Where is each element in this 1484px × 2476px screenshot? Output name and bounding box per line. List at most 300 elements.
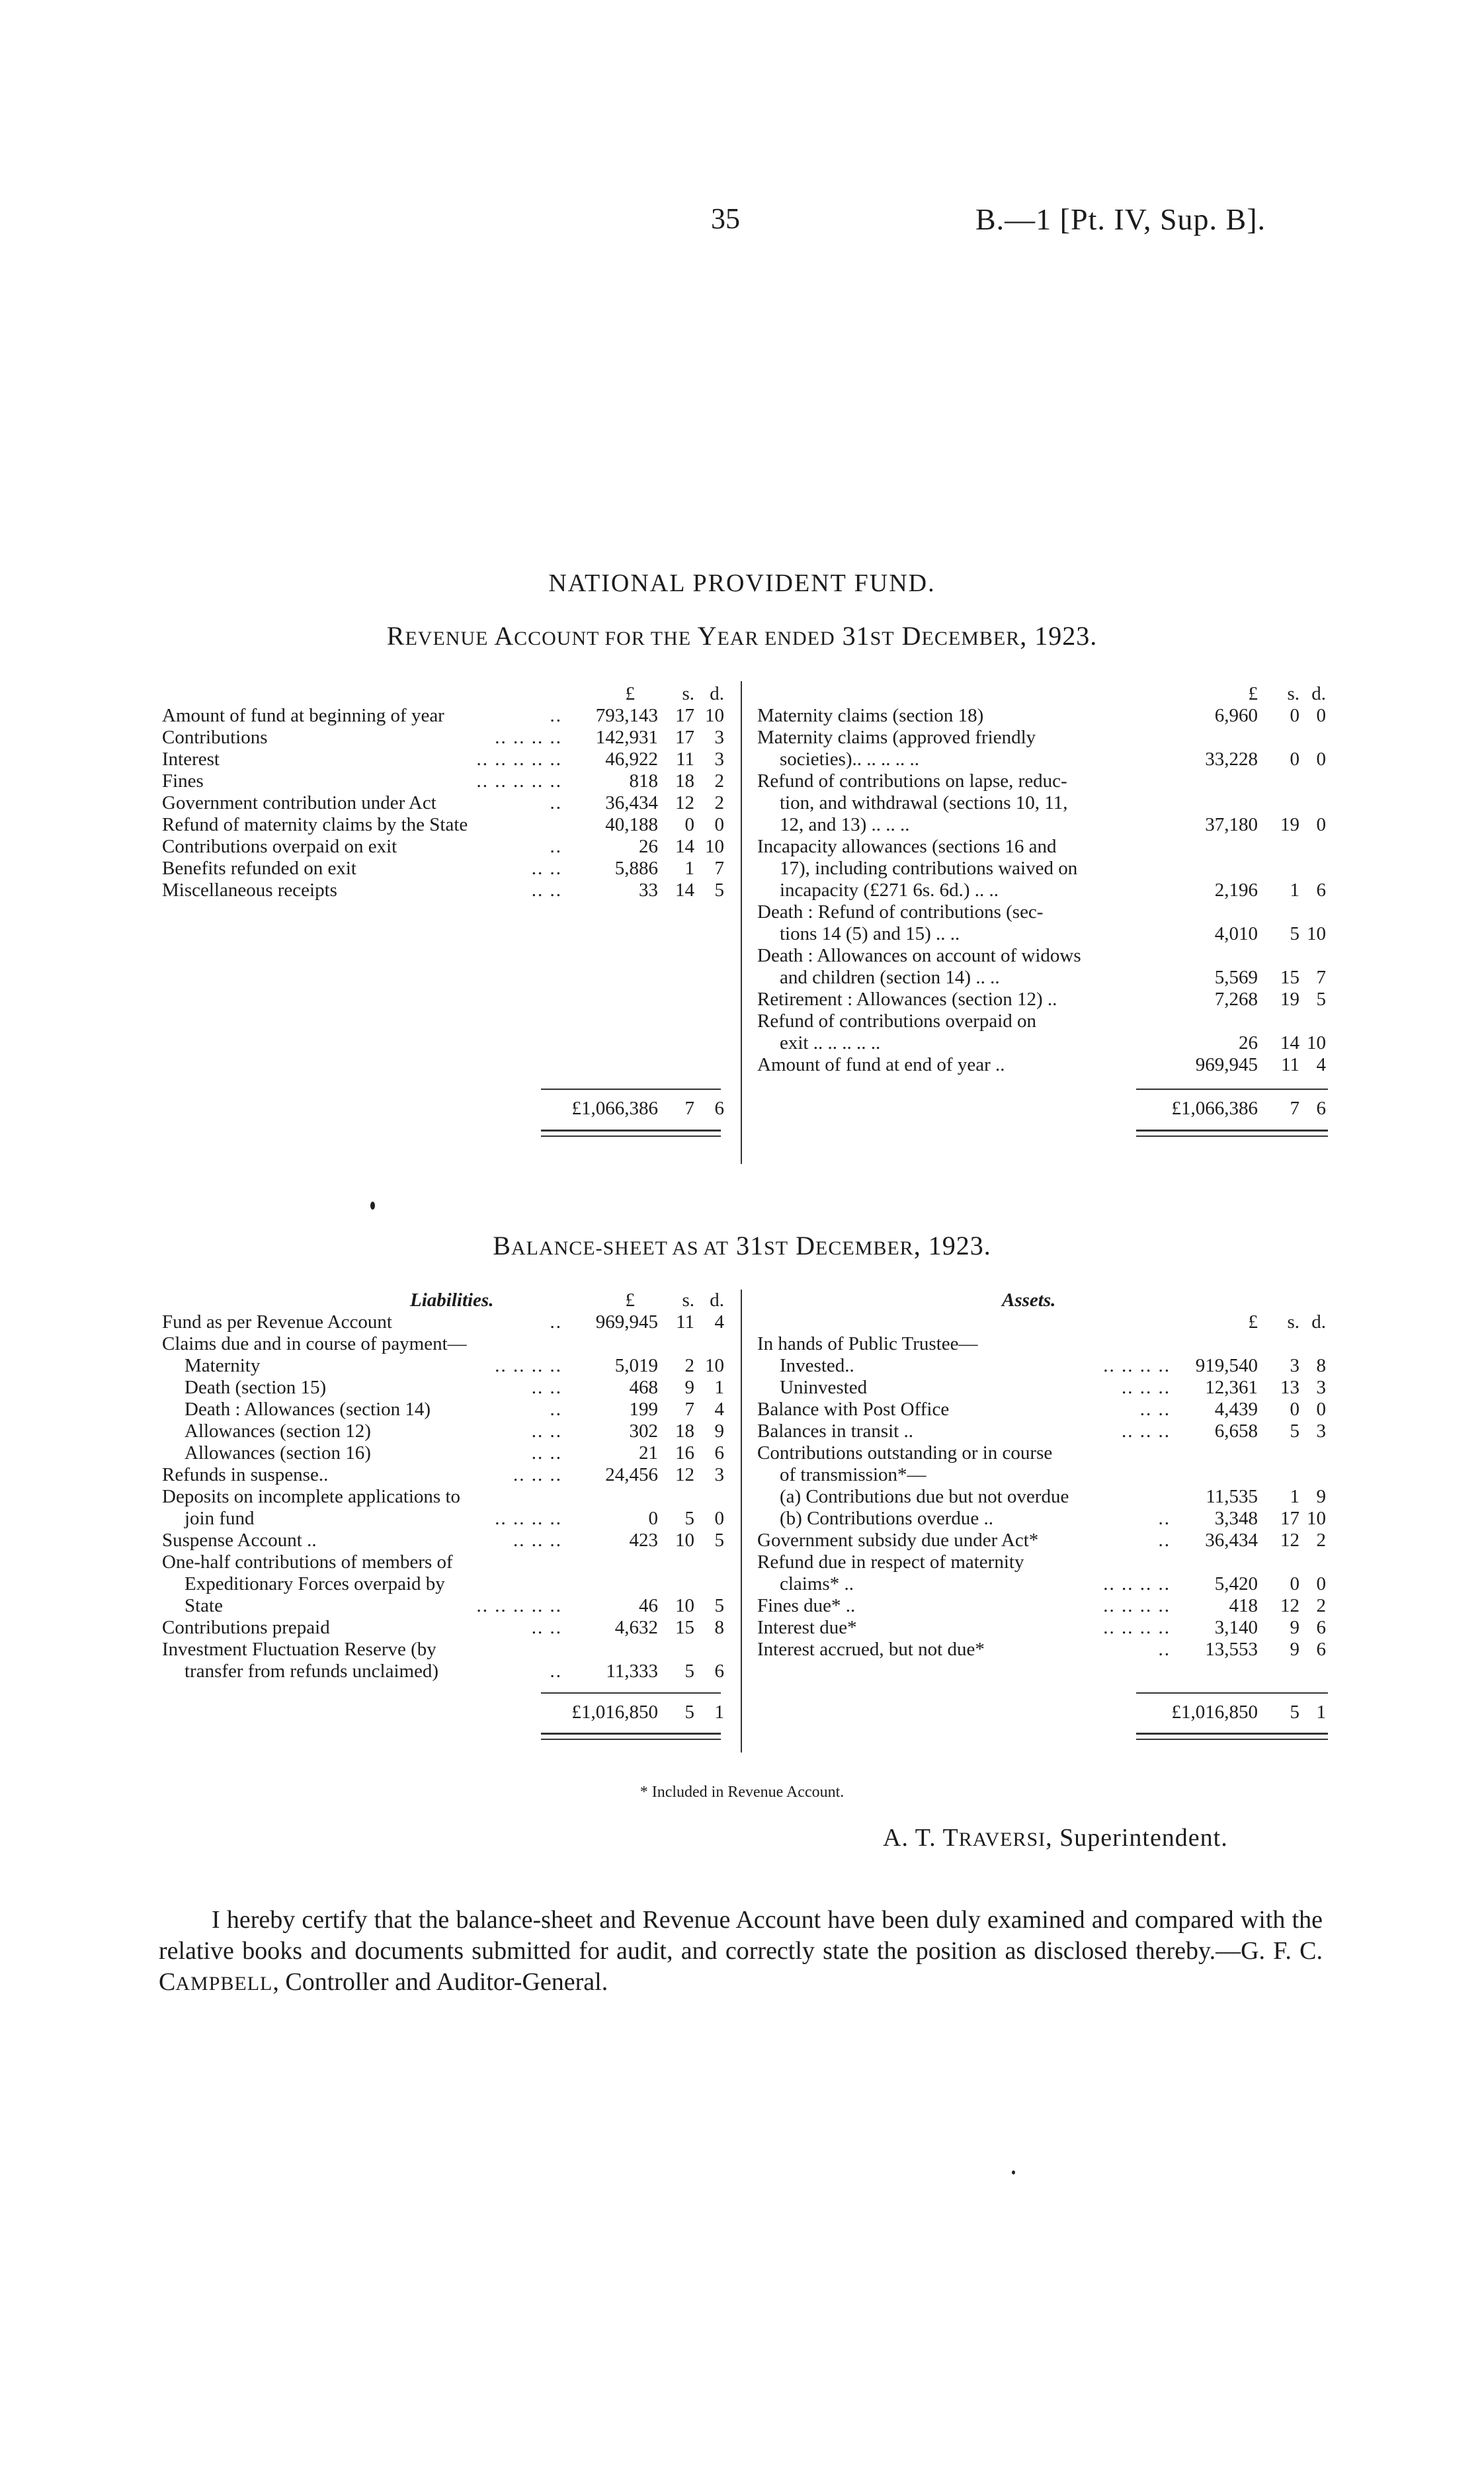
shillings-value: 17 xyxy=(1280,1508,1299,1529)
revenue-right-total xyxy=(1128,1098,1326,1120)
pence-value: 6 xyxy=(714,1442,724,1464)
pence-header: d. xyxy=(710,683,724,704)
revenue-payment-row xyxy=(757,1054,1326,1076)
shillings-header: s. xyxy=(682,1290,694,1311)
liabilities-heading: Liabilities. xyxy=(410,1290,494,1311)
footnote: * Included in Revenue Account. xyxy=(639,1784,845,1801)
print-speck xyxy=(1012,2170,1015,2174)
leader-dots: .. xyxy=(1158,1508,1171,1529)
pounds-value: 793,143 xyxy=(595,705,658,726)
pounds-value: 36,434 xyxy=(1205,1530,1258,1551)
pounds-value: 969,945 xyxy=(1195,1054,1258,1075)
liability-row xyxy=(162,1442,731,1464)
total-pence: 6 xyxy=(1316,1098,1326,1119)
asset-row xyxy=(757,1530,1326,1551)
pounds-value: 302 xyxy=(629,1421,658,1442)
row-label: Contributions outstanding or in course xyxy=(757,1442,1053,1464)
revenue-payment-row xyxy=(757,967,1326,989)
pounds-header: £ xyxy=(1248,1311,1258,1333)
pounds-value: 5,019 xyxy=(614,1355,658,1376)
row-label: Expeditionary Forces overpaid by xyxy=(185,1573,445,1594)
liability-row xyxy=(162,1399,731,1421)
row-label: tion, and withdrawal (sections 10, 11, xyxy=(780,792,1068,813)
row-label: Death : Allowances (section 14) xyxy=(185,1399,431,1420)
revenue-left-header xyxy=(162,683,731,705)
asset-row xyxy=(757,1377,1326,1399)
pence-value: 6 xyxy=(1316,1617,1326,1638)
revenue-payment-row xyxy=(757,858,1326,880)
revenue-left-total-rule xyxy=(541,1089,721,1090)
row-label: (b) Contributions overdue .. xyxy=(780,1508,993,1529)
total-pounds: £1,016,850 xyxy=(1171,1702,1258,1723)
row-label: Allowances (section 12) xyxy=(185,1421,371,1442)
revenue-receipt-row xyxy=(162,727,731,749)
row-label: Refund due in respect of maternity xyxy=(757,1551,1024,1573)
row-label: exit .. .. .. .. .. xyxy=(780,1032,881,1053)
revenue-receipt-row xyxy=(162,705,731,727)
shillings-value: 0 xyxy=(1290,749,1299,770)
liabilities-double-rule xyxy=(541,1733,721,1740)
row-label: State xyxy=(185,1595,223,1616)
pence-value: 9 xyxy=(1316,1486,1326,1507)
leader-dots: .. .. .. .. xyxy=(1103,1617,1171,1638)
pounds-value: 7,268 xyxy=(1214,989,1258,1010)
revenue-payment-row xyxy=(757,749,1326,770)
revenue-left-double-rule xyxy=(541,1130,721,1137)
leader-dots: .. .. .. .. .. xyxy=(476,770,562,792)
liability-row xyxy=(162,1377,731,1399)
shillings-value: 12 xyxy=(1280,1530,1299,1551)
pounds-value: 4,439 xyxy=(1214,1399,1258,1420)
pence-value: 9 xyxy=(714,1421,724,1442)
row-label: Miscellaneous receipts xyxy=(162,880,337,901)
leader-dots: .. .. xyxy=(1139,1399,1171,1420)
pounds-value: 37,180 xyxy=(1205,814,1258,835)
shillings-value: 10 xyxy=(675,1595,694,1616)
pounds-value: 4,010 xyxy=(1214,923,1258,944)
pounds-value: 12,361 xyxy=(1205,1377,1258,1398)
leader-dots: .. .. .. xyxy=(513,1464,562,1485)
pence-value: 3 xyxy=(714,749,724,770)
revenue-receipts-column xyxy=(162,683,731,901)
liabilities-header xyxy=(162,1290,731,1311)
row-label: join fund xyxy=(185,1508,255,1529)
pence-value: 10 xyxy=(705,836,724,857)
row-label: Maternity claims (section 18) xyxy=(757,705,984,726)
shillings-value: 11 xyxy=(676,1311,694,1333)
row-label: Death : Allowances on account of widows xyxy=(757,945,1081,966)
revenue-payment-row xyxy=(757,989,1326,1011)
revenue-payment-row xyxy=(757,880,1326,901)
total-shillings: 5 xyxy=(684,1702,694,1723)
liabilities-column xyxy=(162,1290,731,1682)
revenue-receipt-row xyxy=(162,792,731,814)
document-reference: B.—1 [Pt. IV, Sup. B]. xyxy=(975,202,1266,236)
row-label: Contributions xyxy=(162,727,268,748)
pounds-value: 11,333 xyxy=(606,1661,658,1682)
assets-total-rule xyxy=(1136,1692,1328,1694)
pounds-value: 13,553 xyxy=(1205,1639,1258,1660)
row-label: Balances in transit .. xyxy=(757,1421,913,1442)
leader-dots: .. xyxy=(550,705,562,726)
pounds-value: 468 xyxy=(629,1377,658,1398)
row-label: Refund of contributions overpaid on xyxy=(757,1011,1037,1032)
shillings-value: 9 xyxy=(1290,1639,1299,1660)
shillings-value: 5 xyxy=(684,1661,694,1682)
liability-row xyxy=(162,1573,731,1595)
revenue-payment-row xyxy=(757,1032,1326,1054)
row-label: Government subsidy due under Act* xyxy=(757,1530,1039,1551)
pence-value: 10 xyxy=(705,1355,724,1376)
row-label: 17), including contributions waived on xyxy=(780,858,1078,879)
pounds-value: 5,420 xyxy=(1214,1573,1258,1594)
pence-value: 10 xyxy=(705,705,724,726)
shillings-value: 12 xyxy=(675,1464,694,1485)
total-shillings: 7 xyxy=(1290,1098,1299,1119)
pence-value: 4 xyxy=(714,1311,724,1333)
shillings-value: 17 xyxy=(675,705,694,726)
row-label: Refund of maternity claims by the State xyxy=(162,814,468,835)
total-shillings: 7 xyxy=(684,1098,694,1119)
shillings-value: 9 xyxy=(684,1377,694,1398)
row-label: societies).. .. .. .. .. xyxy=(780,749,920,770)
shillings-value: 15 xyxy=(1280,967,1299,988)
row-label: 12, and 13) .. .. .. xyxy=(780,814,910,835)
shillings-value: 0 xyxy=(1290,705,1299,726)
row-label: Death (section 15) xyxy=(185,1377,327,1398)
leader-dots: .. .. xyxy=(531,1617,562,1638)
pence-value: 7 xyxy=(714,858,724,879)
row-label: Interest accrued, but not due* xyxy=(757,1639,985,1660)
balance-sheet-title: BALANCE-SHEET AS AT 31ST DECEMBER, 1923. xyxy=(493,1231,991,1260)
pounds-header: £ xyxy=(1248,683,1258,704)
row-label: Amount of fund at beginning of year xyxy=(162,705,444,726)
page-title: NATIONAL PROVIDENT FUND. xyxy=(548,569,936,597)
pounds-value: 24,456 xyxy=(605,1464,658,1485)
revenue-receipt-row xyxy=(162,858,731,880)
pounds-value: 33 xyxy=(639,880,658,901)
pence-value: 4 xyxy=(1316,1054,1326,1075)
shillings-value: 5 xyxy=(684,1508,694,1529)
row-label: Maternity claims (approved friendly xyxy=(757,727,1036,748)
total-shillings: 5 xyxy=(1290,1702,1299,1723)
liability-row xyxy=(162,1551,731,1573)
leader-dots: .. xyxy=(550,1661,562,1682)
pounds-value: 21 xyxy=(639,1442,658,1464)
assets-total xyxy=(1128,1702,1326,1723)
pounds-value: 5,569 xyxy=(1214,967,1258,988)
pence-value: 3 xyxy=(1316,1377,1326,1398)
row-label: Amount of fund at end of year .. xyxy=(757,1054,1005,1075)
liabilities-total xyxy=(532,1702,731,1723)
shillings-value: 14 xyxy=(675,836,694,857)
assets-heading-row xyxy=(757,1290,1326,1311)
pounds-value: 46,922 xyxy=(605,749,658,770)
leader-dots: .. .. .. xyxy=(513,1530,562,1551)
revenue-payment-row xyxy=(757,814,1326,836)
asset-row xyxy=(757,1617,1326,1639)
asset-row xyxy=(757,1464,1326,1486)
assets-header xyxy=(757,1311,1326,1333)
asset-row xyxy=(757,1551,1326,1573)
row-label: Refunds in suspense.. xyxy=(162,1464,329,1485)
liability-row xyxy=(162,1486,731,1508)
revenue-receipt-row xyxy=(162,836,731,858)
total-pence: 1 xyxy=(1316,1702,1326,1723)
row-label: Fines xyxy=(162,770,204,792)
assets-heading: Assets. xyxy=(1002,1290,1056,1311)
asset-row xyxy=(757,1639,1326,1661)
revenue-payment-row xyxy=(757,945,1326,967)
pence-header: d. xyxy=(710,1290,724,1311)
row-label: Interest xyxy=(162,749,220,770)
pence-value: 10 xyxy=(1307,1032,1326,1053)
shillings-header: s. xyxy=(682,683,694,704)
leader-dots: .. .. .. .. xyxy=(495,727,562,748)
revenue-payments-column xyxy=(757,683,1326,1076)
signature: A. T. TRAVERSI, Superintendent. xyxy=(883,1824,1228,1852)
pence-value: 1 xyxy=(714,1377,724,1398)
row-label: Investment Fluctuation Reserve (by xyxy=(162,1639,436,1660)
audit-certificate: I hereby certify that the balance-sheet and Revenue Account have been duly examined and compared with the relative books and documents submitted for audit, and correctly state the position as disclosed thereby.—G. F. C. CAMPBELL, Controller and Auditor-General. xyxy=(159,1906,1323,1996)
revenue-payment-row xyxy=(757,901,1326,923)
shillings-value: 19 xyxy=(1280,989,1299,1010)
shillings-value: 3 xyxy=(1290,1355,1299,1376)
pence-value: 3 xyxy=(714,727,724,748)
leader-dots: .. .. .. .. xyxy=(1103,1595,1171,1616)
row-label: transfer from refunds unclaimed) xyxy=(185,1661,439,1682)
row-label: Deposits on incomplete applications to xyxy=(162,1486,461,1507)
shillings-value: 14 xyxy=(675,880,694,901)
shillings-value: 12 xyxy=(1280,1595,1299,1616)
pounds-value: 919,540 xyxy=(1195,1355,1258,1376)
shillings-header: s. xyxy=(1287,683,1299,704)
liability-row xyxy=(162,1508,731,1530)
asset-row xyxy=(757,1399,1326,1421)
shillings-value: 1 xyxy=(684,858,694,879)
leader-dots: .. .. .. xyxy=(1122,1421,1171,1442)
pence-value: 0 xyxy=(1316,1573,1326,1594)
asset-row xyxy=(757,1486,1326,1508)
pence-value: 2 xyxy=(1316,1530,1326,1551)
pounds-value: 3,140 xyxy=(1214,1617,1258,1638)
pounds-value: 4,632 xyxy=(614,1617,658,1638)
pence-value: 5 xyxy=(714,1530,724,1551)
pence-value: 2 xyxy=(714,792,724,813)
revenue-receipt-row xyxy=(162,880,731,901)
assets-column xyxy=(757,1290,1326,1661)
revenue-receipt-row xyxy=(162,749,731,770)
revenue-payment-row xyxy=(757,770,1326,792)
row-label: Claims due and in course of payment— xyxy=(162,1333,467,1354)
pence-header: d. xyxy=(1311,1311,1326,1333)
revenue-right-total-rule xyxy=(1136,1089,1328,1090)
balance-center-rule xyxy=(741,1290,742,1753)
row-label: Contributions overpaid on exit xyxy=(162,836,397,857)
shillings-value: 12 xyxy=(675,792,694,813)
revenue-right-double-rule xyxy=(1136,1130,1328,1137)
row-label: claims* .. xyxy=(780,1573,854,1594)
row-label: Fund as per Revenue Account xyxy=(162,1311,392,1333)
shillings-value: 10 xyxy=(675,1530,694,1551)
pence-value: 10 xyxy=(1307,1508,1326,1529)
leader-dots: .. .. .. .. .. xyxy=(476,1595,562,1616)
row-label: Death : Refund of contributions (sec- xyxy=(757,901,1044,923)
leader-dots: .. .. xyxy=(531,1421,562,1442)
shillings-header: s. xyxy=(1287,1311,1299,1333)
shillings-value: 15 xyxy=(675,1617,694,1638)
page-number: 35 xyxy=(711,202,740,235)
pence-value: 0 xyxy=(1316,1399,1326,1420)
leader-dots: .. .. .. xyxy=(1122,1377,1171,1398)
assets-double-rule xyxy=(1136,1733,1328,1740)
pence-value: 6 xyxy=(714,1661,724,1682)
pence-value: 4 xyxy=(714,1399,724,1420)
revenue-center-rule xyxy=(741,681,742,1164)
shillings-value: 0 xyxy=(1290,1573,1299,1594)
row-label: (a) Contributions due but not overdue xyxy=(780,1486,1069,1507)
pounds-value: 36,434 xyxy=(605,792,658,813)
shillings-value: 13 xyxy=(1280,1377,1299,1398)
row-label: Government contribution under Act xyxy=(162,792,436,813)
pence-value: 0 xyxy=(1316,705,1326,726)
pence-value: 5 xyxy=(714,1595,724,1616)
pounds-value: 3,348 xyxy=(1214,1508,1258,1529)
liability-row xyxy=(162,1421,731,1442)
total-pence: 6 xyxy=(714,1098,724,1119)
pounds-value: 199 xyxy=(629,1399,658,1420)
revenue-left-total xyxy=(532,1098,731,1120)
revenue-receipt-row xyxy=(162,770,731,792)
row-label: Allowances (section 16) xyxy=(185,1442,371,1464)
asset-row xyxy=(757,1421,1326,1442)
leader-dots: .. .. .. .. xyxy=(495,1508,562,1529)
row-label: Balance with Post Office xyxy=(757,1399,950,1420)
pence-value: 0 xyxy=(714,814,724,835)
pounds-value: 818 xyxy=(629,770,658,792)
pounds-value: 5,886 xyxy=(614,858,658,879)
pounds-value: 33,228 xyxy=(1205,749,1258,770)
row-label: Suspense Account .. xyxy=(162,1530,317,1551)
pence-value: 7 xyxy=(1316,967,1326,988)
leader-dots: .. .. xyxy=(531,1442,562,1464)
revenue-payment-row xyxy=(757,923,1326,945)
revenue-payment-row xyxy=(757,705,1326,727)
pounds-value: 6,658 xyxy=(1214,1421,1258,1442)
liability-row xyxy=(162,1333,731,1355)
pounds-value: 0 xyxy=(648,1508,658,1529)
row-label: Invested.. xyxy=(780,1355,854,1376)
shillings-value: 0 xyxy=(1290,1399,1299,1420)
leader-dots: .. xyxy=(550,1311,562,1333)
shillings-value: 16 xyxy=(675,1442,694,1464)
pounds-value: 969,945 xyxy=(595,1311,658,1333)
shillings-value: 1 xyxy=(1290,1486,1299,1507)
leader-dots: .. .. xyxy=(531,1377,562,1398)
shillings-value: 5 xyxy=(1290,923,1299,944)
print-speck xyxy=(370,1202,375,1210)
asset-row xyxy=(757,1595,1326,1617)
liability-row xyxy=(162,1639,731,1661)
shillings-value: 19 xyxy=(1280,814,1299,835)
leader-dots: .. .. .. .. xyxy=(1103,1355,1171,1376)
liability-row xyxy=(162,1617,731,1639)
row-label: Retirement : Allowances (section 12) .. xyxy=(757,989,1057,1010)
shillings-value: 18 xyxy=(675,770,694,792)
shillings-value: 9 xyxy=(1290,1617,1299,1638)
row-label: Incapacity allowances (sections 16 and xyxy=(757,836,1057,857)
pence-value: 6 xyxy=(1316,1639,1326,1660)
pence-header: d. xyxy=(1311,683,1326,704)
revenue-payment-row xyxy=(757,1011,1326,1032)
pounds-header: £ xyxy=(625,683,635,704)
shillings-value: 17 xyxy=(675,727,694,748)
pounds-value: 6,960 xyxy=(1214,705,1258,726)
leader-dots: .. .. .. .. .. xyxy=(476,749,562,770)
pounds-value: 40,188 xyxy=(605,814,658,835)
pence-value: 5 xyxy=(1316,989,1326,1010)
row-label: Maternity xyxy=(185,1355,261,1376)
pounds-value: 26 xyxy=(639,836,658,857)
leader-dots: .. xyxy=(550,1399,562,1420)
shillings-value: 0 xyxy=(684,814,694,835)
revenue-account-title: REVENUE ACCOUNT FOR THE YEAR ENDED 31ST DECEMBER, 1923. xyxy=(386,621,1098,651)
leader-dots: .. xyxy=(1158,1639,1171,1660)
liability-row xyxy=(162,1464,731,1486)
revenue-payment-row xyxy=(757,727,1326,749)
asset-row xyxy=(757,1508,1326,1530)
pounds-value: 46 xyxy=(639,1595,658,1616)
pence-value: 5 xyxy=(714,880,724,901)
shillings-value: 11 xyxy=(1281,1054,1299,1075)
row-label: Benefits refunded on exit xyxy=(162,858,356,879)
asset-row xyxy=(757,1573,1326,1595)
leader-dots: .. xyxy=(1158,1530,1171,1551)
pence-value: 6 xyxy=(1316,880,1326,901)
row-label: incapacity (£271 6s. 6d.) .. .. xyxy=(780,880,999,901)
row-label: Uninvested xyxy=(780,1377,868,1398)
row-label: Contributions prepaid xyxy=(162,1617,330,1638)
total-pounds: £1,066,386 xyxy=(1171,1098,1258,1119)
pence-value: 8 xyxy=(714,1617,724,1638)
total-pounds: £1,066,386 xyxy=(571,1098,658,1119)
leader-dots: .. .. xyxy=(531,880,562,901)
row-label: Interest due* xyxy=(757,1617,857,1638)
leader-dots: .. xyxy=(550,836,562,857)
row-label: Refund of contributions on lapse, reduc- xyxy=(757,770,1067,792)
asset-row xyxy=(757,1355,1326,1377)
revenue-payment-row xyxy=(757,836,1326,858)
pounds-value: 26 xyxy=(1239,1032,1258,1053)
shillings-value: 1 xyxy=(1290,880,1299,901)
leader-dots: .. .. .. .. xyxy=(1103,1573,1171,1594)
pence-value: 0 xyxy=(1316,749,1326,770)
liability-row xyxy=(162,1355,731,1377)
leader-dots: .. .. xyxy=(531,858,562,879)
shillings-value: 2 xyxy=(684,1355,694,1376)
liability-row xyxy=(162,1595,731,1617)
shillings-value: 5 xyxy=(1290,1421,1299,1442)
pounds-value: 11,535 xyxy=(1206,1486,1258,1507)
row-label: and children (section 14) .. .. xyxy=(780,967,1000,988)
pence-value: 2 xyxy=(1316,1595,1326,1616)
pounds-value: 418 xyxy=(1229,1595,1258,1616)
shillings-value: 14 xyxy=(1280,1032,1299,1053)
shillings-value: 11 xyxy=(676,749,694,770)
total-pounds: £1,016,850 xyxy=(571,1702,658,1723)
row-label: tions 14 (5) and 15) .. .. xyxy=(780,923,960,944)
leader-dots: .. xyxy=(550,792,562,813)
